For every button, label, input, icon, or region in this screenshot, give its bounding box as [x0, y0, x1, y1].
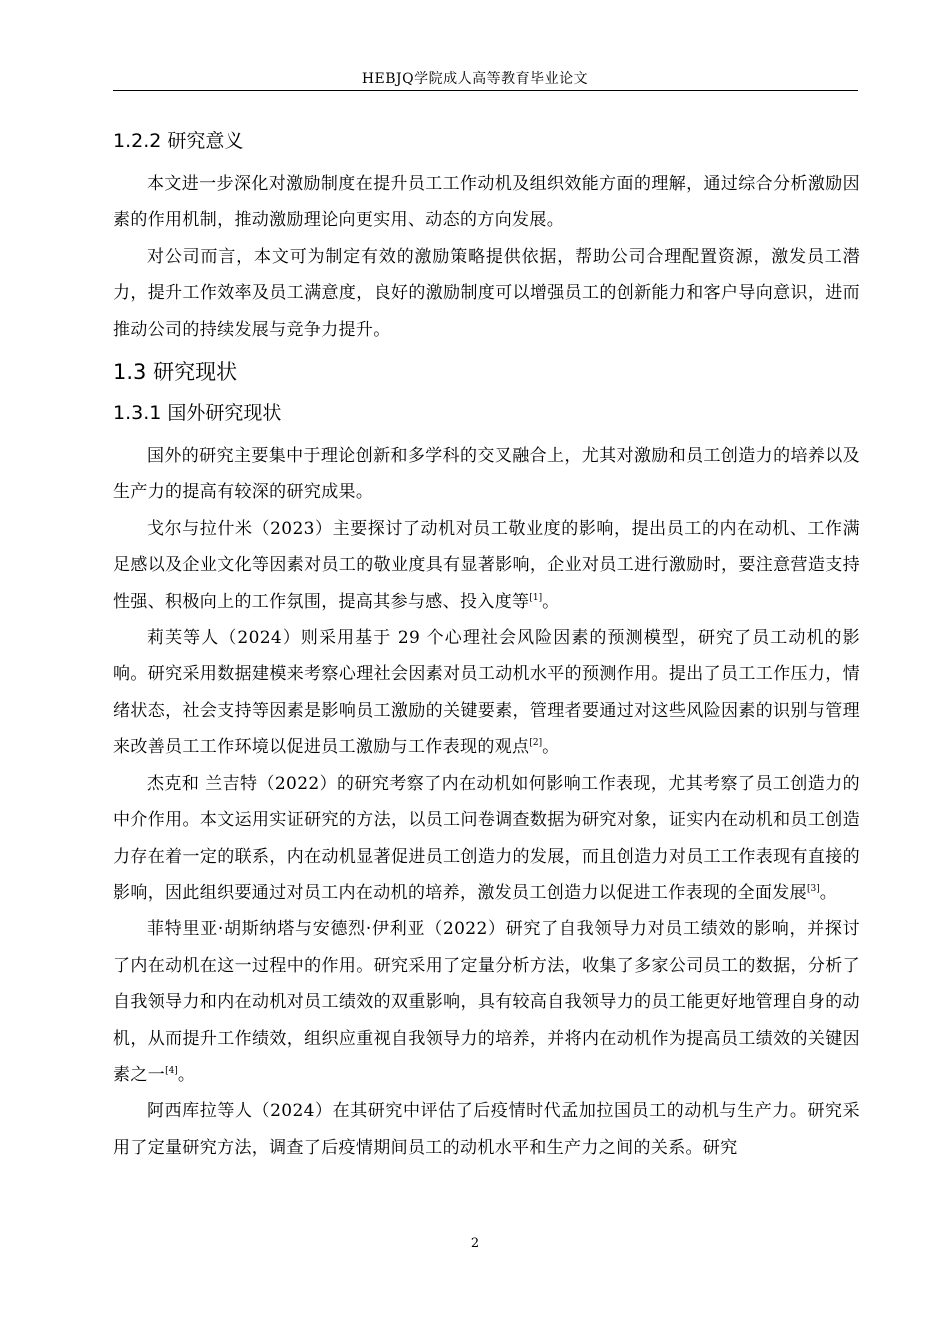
paragraph [113, 766, 860, 912]
heading-1-2-2: 1.2.2 研究意义 [113, 130, 244, 152]
page-number: 2 [470, 1236, 480, 1251]
citation-ref: [1] [529, 592, 543, 603]
paragraph-end: 。 [177, 1064, 196, 1085]
paragraph-text: 菲特里亚·胡斯纳塔与安德烈·伊利亚（2022）研究了自我领导力对员工绩效的影响，并探讨了内在动机在这一过程中的作用。研究采用了定量分析方法，收集了多家公司员工的数据，分析了自我领导力和内在动机对员工绩效的双重影响，具有较高自我领导力的员工能更好地管理自身的动机，从而提升工作绩效，组织应重视自我领导力的培养，并将内在动机作为提高员工绩效的关键因素之一 [113, 919, 860, 1085]
paragraph-text: 莉芙等人（2024）则采用基于 29 个心理社会风险因素的预测模型，研究了员工动机的影响。研究采用数据建模来考察心理社会因素对员工动机水平的预测作用。提出了员工工作压力，情绪状态，社会支持等因素是影响员工激励的关键要素，管理者要通过对这些风险因素的识别与管理来改善员工工作环境以促进员工激励与工作表现的观点 [113, 628, 860, 758]
citation-ref: [4] [165, 1065, 178, 1076]
paragraph: 国外的研究主要集中于理论创新和多学科的交叉融合上，尤其对激励和员工创造力的培养以及生产力的提高有较深的研究成果。 [113, 446, 860, 503]
header-rule [113, 90, 858, 91]
paragraph-end: 。 [542, 737, 560, 758]
citation-ref: [3] [807, 883, 820, 894]
paragraph: 对公司而言，本文可为制定有效的激励策略提供依据，帮助公司合理配置资源，激发员工潜力，提升工作效率及员工满意度，良好的激励制度可以增强员工的创新能力和客户导向意识，进而推动公司的持续发展与竞争力提升。 [113, 246, 860, 340]
running-header: HEBJQ学院成人高等教育毕业论文 [361, 71, 589, 87]
page-body [113, 126, 860, 1166]
heading-1-3: 1.3 研究现状 [113, 360, 238, 385]
paragraph-end: 。 [542, 591, 560, 612]
paragraph-text: 杰克和 兰吉特（2022）的研究考察了内在动机如何影响工作表现，尤其考察了员工创造力的中介作用。本文运用实证研究的方法，以员工问卷调查数据为研究对象，证实内在动机和员工创造力存在着一定的联系，内在动机显著促进员工创造力的发展，而且创造力对员工工作表现有直接的影响，因此组织要通过对员工内在动机的培养，激发员工创造力以促进工作表现的全面发展 [113, 773, 860, 903]
heading-1-3-1: 1.3.1 国外研究现状 [113, 402, 282, 425]
paragraph: 阿西库拉等人（2024）在其研究中评估了后疫情时代孟加拉国员工的动机与生产力。研究采用了定量研究方法，调查了后疫情期间员工的动机水平和生产力之间的关系。研究 [113, 1101, 860, 1158]
paragraph: 本文进一步深化对激励制度在提升员工工作动机及组织效能方面的理解，通过综合分析激励因素的作用机制，推动激励理论向更实用、动态的方向发展。 [113, 174, 860, 231]
citation-ref: [2] [529, 738, 543, 749]
paragraph [113, 620, 860, 766]
paragraph-text: 戈尔与拉什米（2023）主要探讨了动机对员工敬业度的影响，提出员工的内在动机、工作满足感以及企业文化等因素对员工的敬业度具有显著影响，企业对员工进行激励时，要注意营造支持性强、积极向上的工作氛围，提高其参与感、投入度等 [113, 518, 860, 612]
paragraph [113, 511, 860, 620]
paragraph [113, 911, 860, 1093]
paragraph-end: 。 [819, 882, 838, 903]
